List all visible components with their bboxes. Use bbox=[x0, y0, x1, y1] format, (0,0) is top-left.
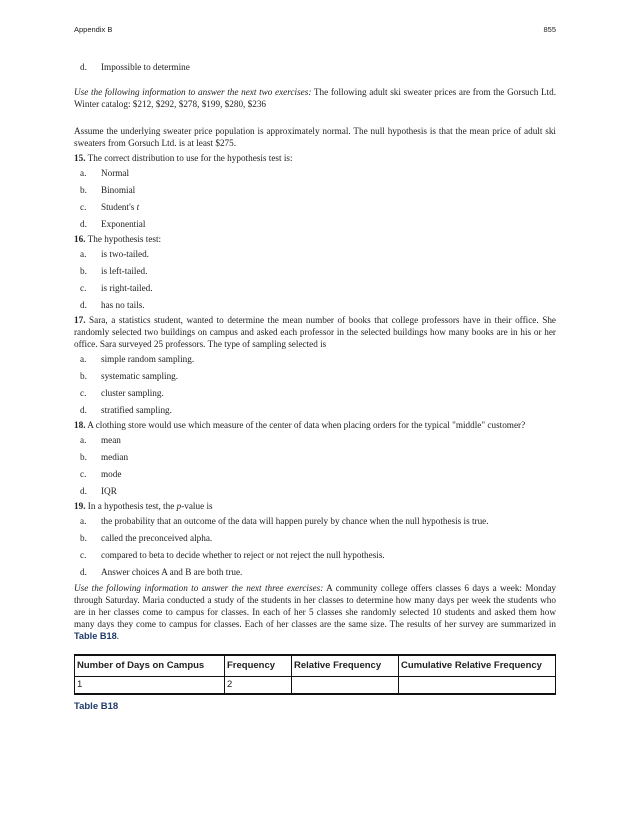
option-19c bbox=[74, 546, 556, 563]
question-17 bbox=[74, 314, 556, 350]
option-letter: a. bbox=[80, 353, 87, 364]
option-letter: d. bbox=[80, 404, 87, 415]
running-header-left: Appendix B bbox=[74, 25, 113, 34]
option-text: Normal bbox=[101, 167, 130, 178]
p-italic: p bbox=[176, 501, 182, 511]
option-letter: c. bbox=[80, 282, 87, 293]
option-15c bbox=[74, 198, 556, 215]
option-text: is right-tailed. bbox=[101, 282, 153, 293]
page-number: 855 bbox=[543, 25, 556, 34]
option-letter: d. bbox=[80, 218, 87, 229]
option-letter: a. bbox=[80, 515, 87, 526]
option-18d bbox=[74, 482, 556, 499]
option-letter: d. bbox=[80, 61, 87, 72]
option-text: Binomial bbox=[101, 184, 136, 195]
table-cell: 2 bbox=[225, 677, 292, 695]
table-cell bbox=[399, 677, 556, 695]
option-italic: t bbox=[136, 201, 140, 212]
option-text: Answer choices A and B are both true. bbox=[101, 566, 243, 577]
option-16c bbox=[74, 279, 556, 296]
intro-italic: Use the following information to answer the next three exercises: bbox=[74, 583, 324, 593]
option-19d bbox=[74, 563, 556, 580]
option-18a bbox=[74, 431, 556, 448]
question-text: In a hypothesis test, the bbox=[85, 501, 177, 511]
option-text: the probability that an outcome of the data will happen purely by chance when the null hypothesis is true. bbox=[101, 515, 489, 526]
table-header-row bbox=[75, 655, 556, 677]
question-15 bbox=[74, 152, 556, 164]
option-text: compared to beta to decide whether to reject or not reject the null hypothesis. bbox=[101, 549, 385, 560]
question-text: The correct distribution to use for the hypothesis test is: bbox=[85, 153, 293, 163]
option-17d bbox=[74, 401, 556, 418]
intro-italic: Use the following information to answer the next two exercises: bbox=[74, 87, 312, 97]
question-text-end: -value is bbox=[181, 501, 213, 511]
question-number: 17. bbox=[74, 315, 86, 325]
option-text: Student's bbox=[101, 201, 137, 212]
option-letter: a. bbox=[80, 248, 87, 259]
option-d-prev bbox=[74, 58, 556, 75]
option-text: is two-tailed. bbox=[101, 248, 149, 259]
option-text: mean bbox=[101, 434, 121, 445]
option-letter: a. bbox=[80, 167, 87, 178]
option-letter: d. bbox=[80, 566, 87, 577]
frequency-table bbox=[74, 654, 556, 695]
question-text: A clothing store would use which measure of the center of data when placing orders for the typical "middle" customer? bbox=[85, 420, 526, 430]
option-15b bbox=[74, 181, 556, 198]
option-text: IQR bbox=[101, 485, 117, 496]
intro-text: A community college offers classes 6 days a week: Monday through Saturday. Maria conducted a study of the students in her classes to determine how many days per week the students who are in her classes come to campus for classes. In each of her 5 classes she randomly selected 10 students and asked them how many days they come to campus for classes. Each of her classes are the same size. The results of her survey are summarized in bbox=[74, 583, 556, 629]
intro-end: . bbox=[116, 631, 120, 641]
option-15d bbox=[74, 215, 556, 232]
option-16b bbox=[74, 262, 556, 279]
page-content bbox=[74, 58, 556, 713]
option-text: called the preconceived alpha. bbox=[101, 532, 213, 543]
option-18c bbox=[74, 465, 556, 482]
option-letter: b. bbox=[80, 184, 87, 195]
col-header-relative: Relative Frequency bbox=[292, 655, 399, 677]
option-letter: b. bbox=[80, 451, 87, 462]
option-17a bbox=[74, 350, 556, 367]
option-text: is left-tailed. bbox=[101, 265, 148, 276]
option-text: median bbox=[101, 451, 129, 462]
intro-paragraph-campus bbox=[74, 582, 556, 642]
option-text: has no tails. bbox=[101, 299, 145, 310]
option-letter: d. bbox=[80, 485, 87, 496]
option-17c bbox=[74, 384, 556, 401]
question-number: 19. bbox=[74, 501, 86, 511]
option-letter: d. bbox=[80, 299, 87, 310]
question-number: 16. bbox=[74, 234, 86, 244]
intro-paragraph-sweaters bbox=[74, 86, 556, 110]
option-text: stratified sampling. bbox=[101, 404, 172, 415]
table-cell bbox=[292, 677, 399, 695]
option-17b bbox=[74, 367, 556, 384]
col-header-frequency: Frequency bbox=[225, 655, 292, 677]
option-19a bbox=[74, 512, 556, 529]
option-text: mode bbox=[101, 468, 122, 479]
option-18b bbox=[74, 448, 556, 465]
option-letter: c. bbox=[80, 387, 87, 398]
assumption-paragraph: Assume the underlying sweater price population is approximately normal. The null hypothesis is that the mean price of adult ski sweaters from Gorsuch Ltd. is at least $275. bbox=[74, 126, 556, 148]
option-letter: a. bbox=[80, 434, 87, 445]
option-text: cluster sampling. bbox=[101, 387, 164, 398]
option-text: Impossible to determine bbox=[101, 61, 190, 72]
option-letter: c. bbox=[80, 468, 87, 479]
question-number: 18. bbox=[74, 420, 86, 430]
question-text: The hypothesis test: bbox=[85, 234, 162, 244]
option-text: Exponential bbox=[101, 218, 146, 229]
option-16d bbox=[74, 296, 556, 313]
option-19b bbox=[74, 529, 556, 546]
question-16 bbox=[74, 233, 556, 245]
table-row bbox=[75, 677, 556, 695]
col-header-days: Number of Days on Campus bbox=[75, 655, 225, 677]
option-text: systematic sampling. bbox=[101, 370, 179, 381]
question-number: 15. bbox=[74, 153, 86, 163]
intro-text: The following adult ski sweater prices are from the Gorsuch Ltd. Winter catalog: $212, $292, $278, $199, $280, $236 bbox=[74, 87, 556, 109]
option-letter: c. bbox=[80, 201, 87, 212]
option-text: simple random sampling. bbox=[101, 353, 195, 364]
option-letter: c. bbox=[80, 549, 87, 560]
table-b18-link[interactable]: Table B18 bbox=[74, 631, 117, 641]
table-caption: Table B18 bbox=[74, 701, 119, 712]
col-header-cumulative: Cumulative Relative Frequency bbox=[399, 655, 556, 677]
question-text: Sara, a statistics student, wanted to determine the mean number of books that college professors have in their office. She randomly selected two buildings on campus and asked each professor in the selected buildings how many books are in his or her office. Sara surveyed 25 professors. The type of sampling selected is bbox=[74, 315, 556, 349]
option-letter: b. bbox=[80, 532, 87, 543]
option-letter: b. bbox=[80, 265, 87, 276]
question-18 bbox=[74, 419, 556, 431]
option-16a bbox=[74, 245, 556, 262]
question-19 bbox=[74, 500, 556, 512]
option-letter: b. bbox=[80, 370, 87, 381]
table-cell: 1 bbox=[75, 677, 225, 695]
option-15a bbox=[74, 164, 556, 181]
